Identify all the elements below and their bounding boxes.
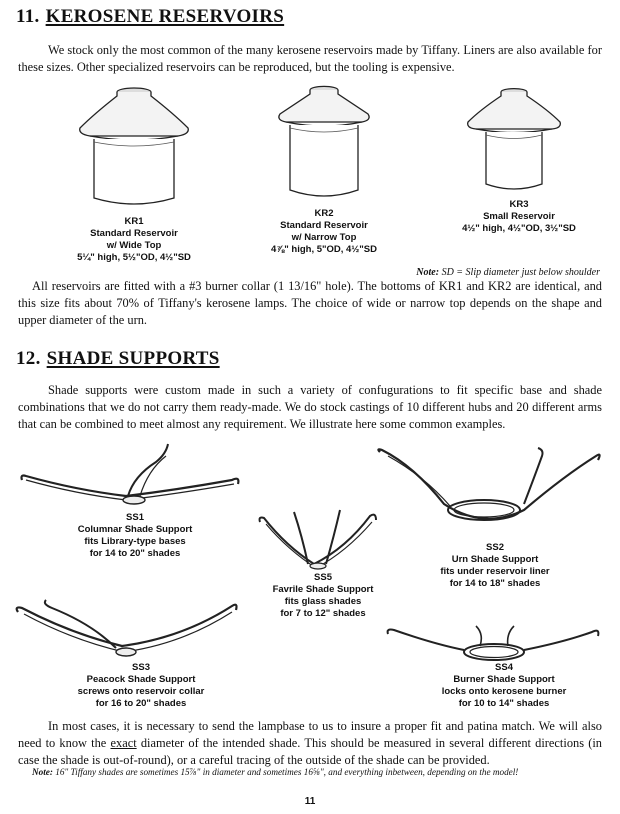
reservoir-dimensions: 5¼" high, 5½"OD, 4½"SD: [77, 252, 191, 263]
reservoir-name: Standard Reservoir: [90, 228, 178, 239]
reservoir-code: KR1: [124, 216, 144, 227]
support-code: SS2: [486, 542, 504, 553]
note-text: 16" Tiffany shades are sometimes 15⅞" in diameter and sometimes 16⅝", and everything inbetween, depending on the model!: [55, 767, 519, 777]
section-title: SHADE SUPPORTS: [46, 348, 220, 369]
section-11-heading: [16, 6, 284, 28]
reservoir-kr2-illustration: [272, 84, 376, 204]
closing-text-start: In most cases, it is necessary to send the lampbase to us to insure a proper fit and patina match. We will also need to know the: [18, 719, 602, 750]
section-12-heading: [16, 348, 220, 370]
shade-support-ss4-illustration: [384, 620, 604, 668]
note-text: SD = Slip diameter just below shoulder: [441, 267, 600, 278]
support-size: for 16 to 20" shades: [95, 698, 187, 709]
section-12-intro: Shade supports were custom made in such a variety of confugurations to fit specific base and shade combinations that we do not carry them ready-made. We do stock castings of 10 different hubs and 20 different arms that can be combined to meet almost any requirement. We illustrate here some common examples.: [18, 383, 602, 431]
section-11-body: All reservoirs are fitted with a #3 burner collar (1 13/16" hole). The bottoms of KR1 and KR2 are identical, and this size fits about 70% of Tiffany's kerosene lamps. The choice of wide or narrow top depends on the shape and upper diameter of the urn.: [18, 279, 602, 327]
shade-support-ss1-caption: [60, 512, 210, 560]
shade-support-ss5-illustration: [256, 506, 386, 572]
shade-support-ss2-caption: [420, 542, 570, 590]
reservoir-dimensions: 4½" high, 4½"OD, 3½"SD: [462, 223, 576, 234]
shade-support-ss1-illustration: [16, 440, 246, 510]
support-name: Peacock Shade Support: [86, 674, 196, 685]
support-size: for 7 to 12" shades: [280, 608, 366, 619]
support-name: Urn Shade Support: [451, 554, 539, 565]
support-code: SS5: [314, 572, 332, 583]
section-title: KEROSENE RESERVOIRS: [45, 6, 285, 27]
shade-support-ss4-caption: [424, 662, 584, 710]
reservoir-dimensions: 4⅞" high, 5"OD, 4½"SD: [271, 244, 377, 255]
support-size: for 10 to 14" shades: [458, 698, 550, 709]
support-code: SS1: [126, 512, 144, 523]
support-fit: fits glass shades: [284, 596, 362, 607]
closing-text-end: diameter of the intended shade. This should be measured in several different directions (in case the shade is out-of-round), or a careful tracing of the outside of the shade can be provided.: [18, 736, 602, 767]
reservoir-kr3-illustration: [462, 86, 566, 194]
shade-support-ss3-caption: [56, 662, 226, 710]
reservoir-name: Small Reservoir: [483, 211, 555, 222]
section-11-intro: We stock only the most common of the many kerosene reservoirs made by Tiffany. Liners are also available for these sizes. Other specialized reservoirs can be reproduced, but the tooling is expensive.: [18, 43, 602, 74]
reservoir-code: KR3: [509, 199, 529, 210]
reservoir-detail: w/ Wide Top: [106, 240, 162, 251]
reservoir-kr2-caption: [254, 208, 394, 256]
closing-emphasis: exact: [110, 736, 137, 750]
section-12-note: [32, 767, 612, 777]
support-code: SS3: [132, 662, 150, 673]
section-11-note: [416, 267, 600, 278]
support-fit: locks onto kerosene burner: [441, 686, 567, 697]
note-label: Note:: [32, 767, 53, 777]
shade-support-ss2-illustration: [374, 446, 604, 538]
reservoir-kr3-caption: [444, 199, 594, 235]
shade-support-ss3-illustration: [12, 598, 242, 662]
support-name: Burner Shade Support: [453, 674, 555, 685]
section-12-closing: [18, 718, 602, 769]
support-name: Columnar Shade Support: [77, 524, 193, 535]
reservoir-kr1-caption: [64, 216, 204, 264]
reservoir-kr1-illustration: [74, 86, 194, 212]
reservoir-detail: w/ Narrow Top: [291, 232, 357, 243]
support-size: for 14 to 20" shades: [89, 548, 181, 559]
shade-support-ss5-caption: [248, 572, 398, 620]
support-code: SS4: [495, 662, 513, 673]
section-number: 11.: [16, 6, 40, 27]
section-number: 12.: [16, 348, 41, 369]
page-number: 11: [304, 796, 316, 807]
support-fit: fits under reservoir liner: [440, 566, 550, 577]
support-size: for 14 to 18" shades: [449, 578, 541, 589]
support-fit: screws onto reservoir collar: [77, 686, 205, 697]
support-name: Favrile Shade Support: [272, 584, 374, 595]
support-fit: fits Library-type bases: [84, 536, 186, 547]
reservoir-name: Standard Reservoir: [280, 220, 368, 231]
note-label: Note:: [416, 267, 440, 278]
reservoir-code: KR2: [314, 208, 334, 219]
